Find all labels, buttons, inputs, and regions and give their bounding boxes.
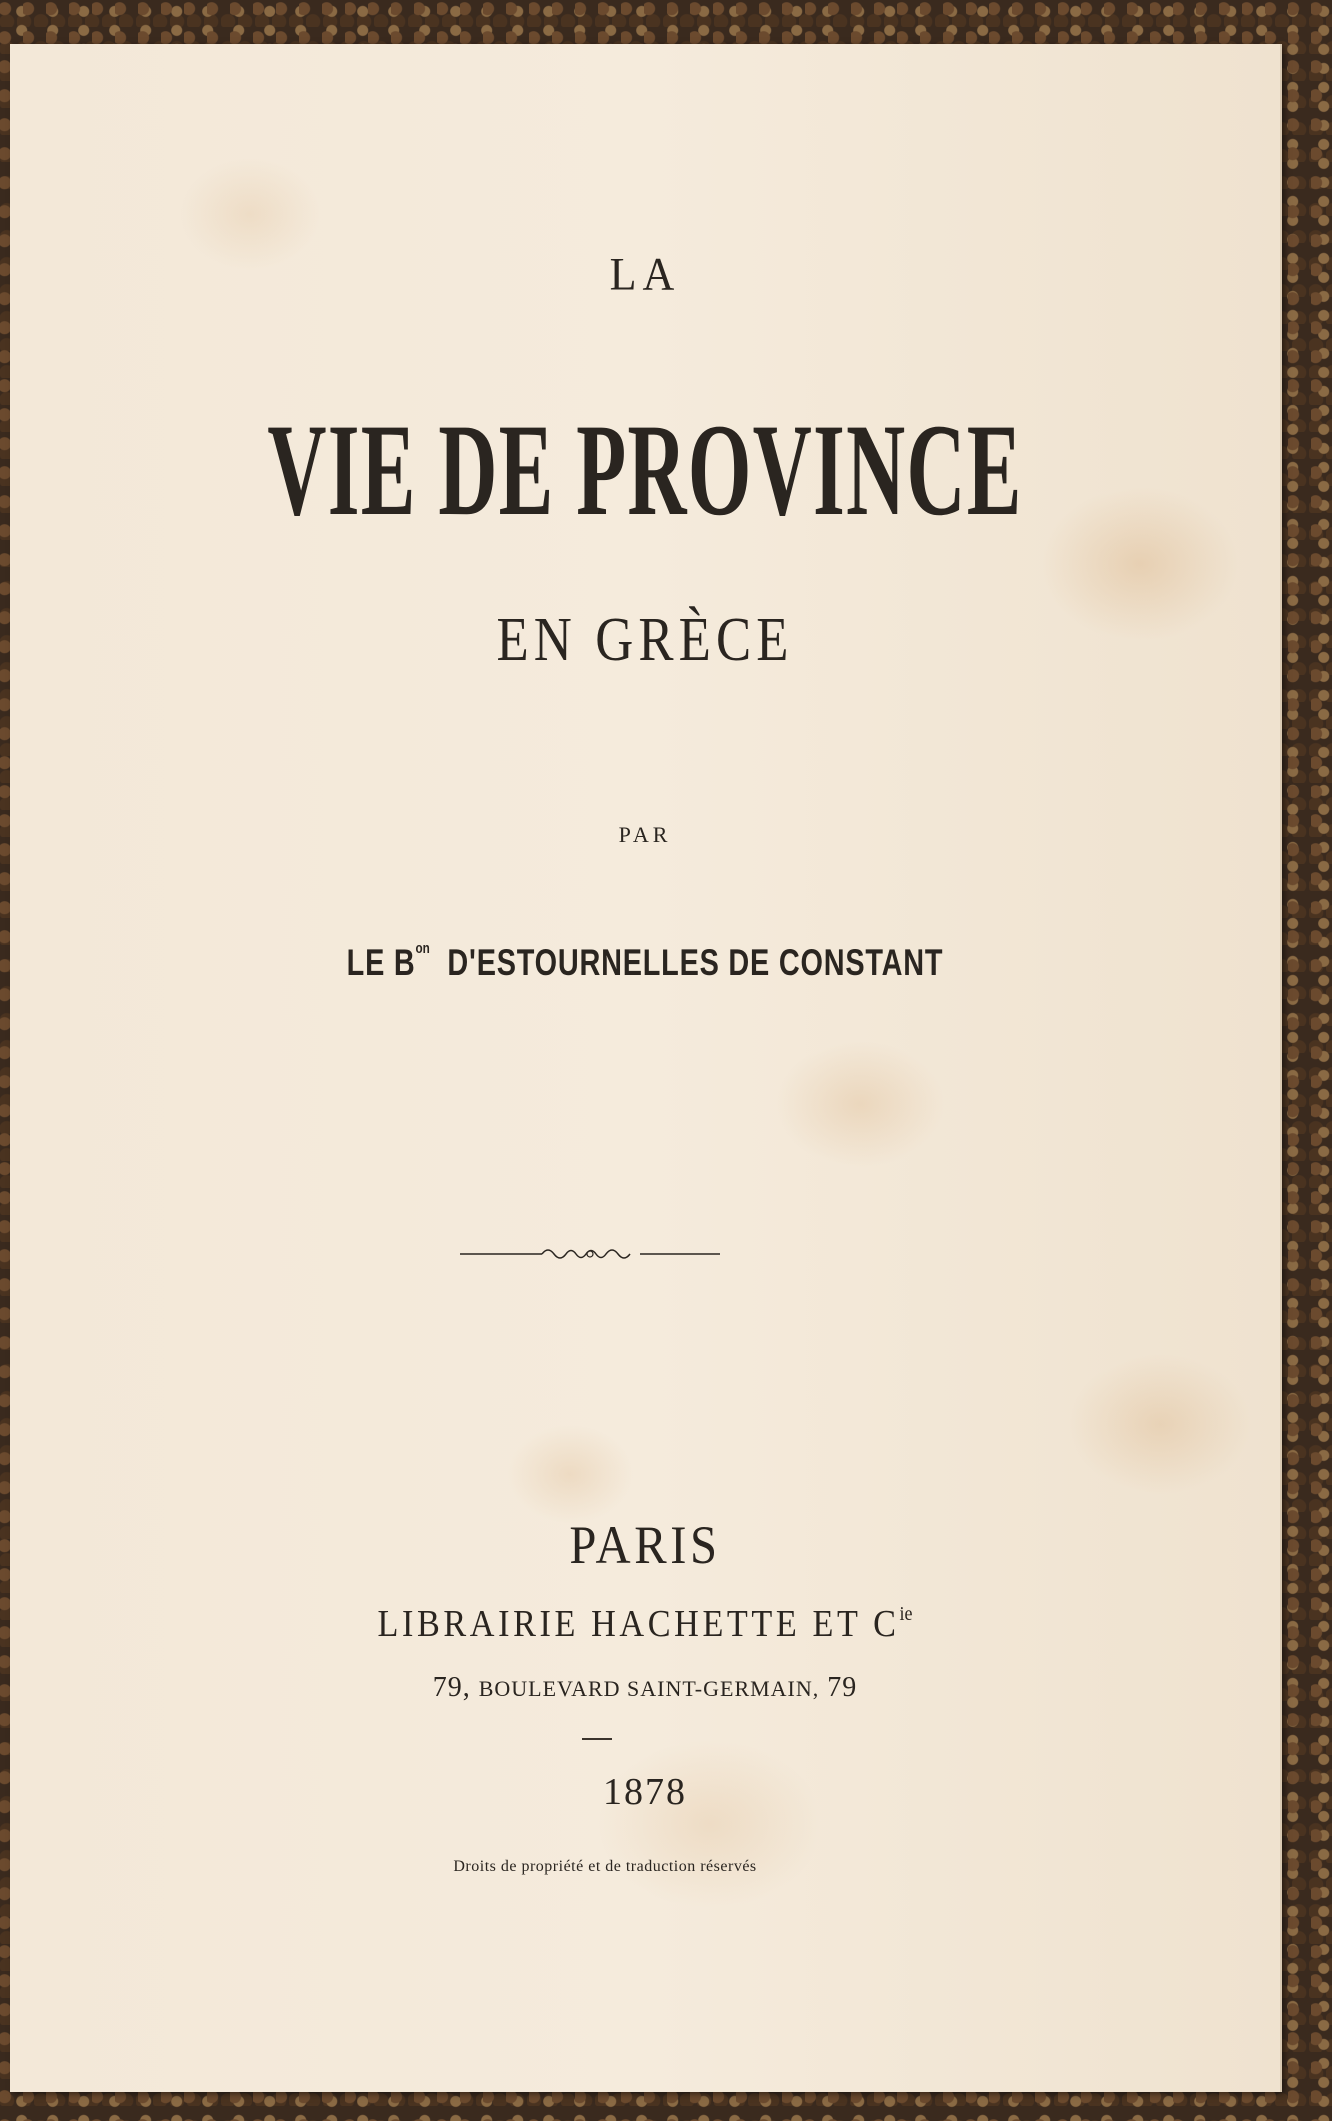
publisher-line — [74, 1602, 1217, 1646]
ornament-divider-icon — [460, 1239, 720, 1269]
publisher-superscript: ie — [899, 1603, 913, 1625]
address-street: BOULEVARD SAINT-GERMAIN, — [478, 1676, 820, 1701]
title-article: LA — [609, 248, 681, 301]
author-name: D'ESTOURNELLES DE CONSTANT — [447, 942, 944, 983]
publisher-name: LIBRAIRIE HACHETTE ET C — [377, 1603, 900, 1645]
subtitle: EN GRÈCE — [496, 606, 794, 674]
publication-city: PARIS — [569, 1515, 721, 1575]
author-line — [150, 940, 1141, 984]
author-prefix: LE B — [346, 942, 416, 983]
by-line: PAR — [618, 822, 672, 847]
title-page — [10, 44, 1280, 2092]
author-title-superscript: on — [415, 940, 430, 957]
address-number-start: 79, — [432, 1672, 471, 1703]
rights-notice: Droits de propriété et de traduction réservés — [453, 1858, 757, 1875]
main-title: VIE DE PROVINCE — [267, 396, 1023, 543]
short-rule-divider — [582, 1738, 612, 1740]
address-number-end: 79 — [827, 1672, 858, 1703]
publication-year: 1878 — [603, 1771, 687, 1813]
publisher-address — [10, 1672, 1280, 1704]
